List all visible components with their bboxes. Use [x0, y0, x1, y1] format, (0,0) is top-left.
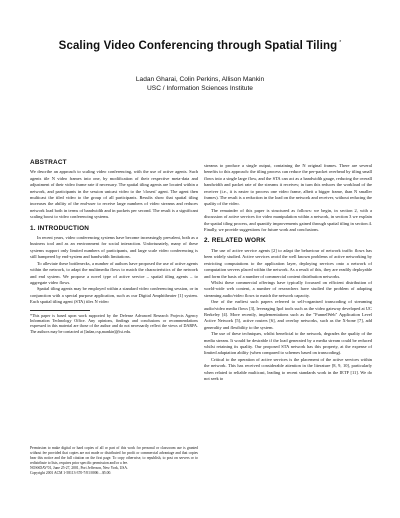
related-paragraph: The use of active service agents [2] to adapt the behaviour of network traffic flows has been widely studied. Active services avoid the well known problems of active networking by restricting computations to the application layer, deploying services onto a network of computation servers placed within the network. As a result of this, they are readily deployable and form the basis of a number of commercial content distribution networks.: [204, 247, 372, 279]
related-paragraph: Whilst these commercial offerings have typically focussed on efficient distribution of world-wide web content, a number of researchers have studied the problem of adapting streaming audio/video flows to match the network capacity.: [204, 279, 372, 298]
left-column: [30, 160, 198, 334]
abstract-heading: ABSTRACT: [30, 159, 67, 166]
related-paragraph: Critical to the operation of active services is the placement of the active services within the network. This has received considerable attention in the literature [8, 9, 10], particularly when related to reliable multicast, leading to recent standards work in the IETF [11]. We do not seek to: [204, 356, 372, 381]
intro-paragraph: In recent years, video conferencing systems have become increasingly prevalent, both as a business tool and as an environment for social interaction. Unfortunately, many of these systems support only limited numbers of participants, and large scale video conferencing is still hampered by end-system and bandwidth limitations.: [30, 235, 198, 260]
footnote-text: *This paper is based upon work supported by the Defense Advanced Research Projects Agency Information Technology Office. Any opinions, findings and conclusions or recommendations expressed in this material are those of the author and do not necessarily reflect the views of DARPA. The authors may be contacted at [ladan,csp,mankin]@isi.edu.: [30, 312, 198, 334]
abstract-text: We describe an approach to scaling video conferencing, with the use of active agents. Such agents tile N video frames into one, by modification of their respective meta-data and adjustment of their video frame rate if necessary. The spatial tiling agents are located within a network, and participants in the session unicast video to the 'closest' agent. The agent then multicast the tiled video to the group of all participants. Results show that spatial tiling increases the ability of the end-user to receive large numbers of video streams and reduces network load both in terms of bandwidth and in packets per second. The result is a significant scaling boost to video conferencing systems.: [30, 169, 198, 220]
author-affiliation: USC / Information Sciences Institute: [147, 84, 253, 92]
intro-paragraph: To alleviate these bottlenecks, a number of authors have proposed the use of active agents within the network, to adapt the multimedia flows to match the characteristics of the network and end system. We propose a novel type of active service – spatial tiling agents – to aggregate video flows.: [30, 260, 198, 285]
right-column: [204, 163, 372, 382]
footnote-rule: [30, 310, 90, 311]
paper-title-text: Scaling Video Conferencing through Spatial Tiling: [58, 40, 338, 52]
author-block: [20, 76, 380, 93]
permission-notice: [30, 446, 198, 475]
related-work-heading: 2. RELATED WORK: [204, 237, 266, 245]
related-paragraph: The use of these techniques, whilst beneficial to the network, degrades the quality of the media stream. It would be desirable if the load generated by a media stream could be reduced whilst retaining its quality. Our proposed STA network has this property, at the expense of limited adaptation ability (when compared to schemes based on transcoding).: [204, 331, 372, 356]
related-paragraph: One of the earliest such papers referred to self-organised transcoding of streaming audio/video media flows [3], leveraging Ipol tools such as the video gateway developed at UC Berkeley [4]. More recently, implementations such as the "FunnelWeb" Application Level Active Network [5], active routers [6], and overlay networks, such as the X-bone [7], add generality and flexibility to the system.: [204, 299, 372, 330]
introduction-heading: 1. INTRODUCTION: [30, 224, 90, 232]
intro-continued-paragraph: The remainder of this paper is structured as follows: we begin, in section 2, with a discussion of active services for video manipulation within a network, in section 3 we explain the spatial tiling process, and quantify improvements gained through spatial tiling in section 4. Finally, we provide suggestions for future work and conclusions.: [204, 207, 372, 233]
paper-title: [20, 40, 380, 52]
author-names: Ladan Gharai, Colin Perkins, Allison Mankin: [135, 76, 265, 83]
conference-info: NOSSDAV'01, June 25-27, 2001, Port Jefferson, New York, USA.: [30, 465, 128, 470]
intro-continued-paragraph: streams to produce a single output, containing the N original frames. There are several benefits to this approach: the tiling process can reduce the per-packet overhead by tiling small flows into a single large flow, and the STA can act as a bandwidth gauge, reducing the overall bandwidth and packet rate of the streams it receives; in turn this reduces the workload of the receiver (i.e., it is easier to process one video frame, albeit a bigger frame, than N smaller frames). The result is a reduction in the load on the network and receiver, without reducing the quality of the video.: [204, 163, 372, 207]
copyright-line: Copyright 2001 ACM 1-58113-370-7/01/0006 ...$5.00.: [30, 470, 112, 475]
related-work-section: [204, 238, 372, 382]
introduction-section: [30, 226, 198, 306]
title-footnote-mark: *: [339, 40, 342, 47]
intro-paragraph: Spatial tiling agents may be employed within a standard video conferencing session, or in conjunction with a special purpose application, such as our Digital Amphitheater [1] system. Each spatial tiling agent (STA) tiles N video: [30, 286, 198, 305]
permission-text: Permission to make digital or hard copies of all or part of this work for personal or classroom use is granted without fee provided that copies are not made or distributed for profit or commercial advantage and that copies bear this notice and the full citation on the first page. To copy otherwise, to republish, to post on servers or to redistribute to lists, requires prior specific permission and/or a fee.: [30, 446, 198, 465]
